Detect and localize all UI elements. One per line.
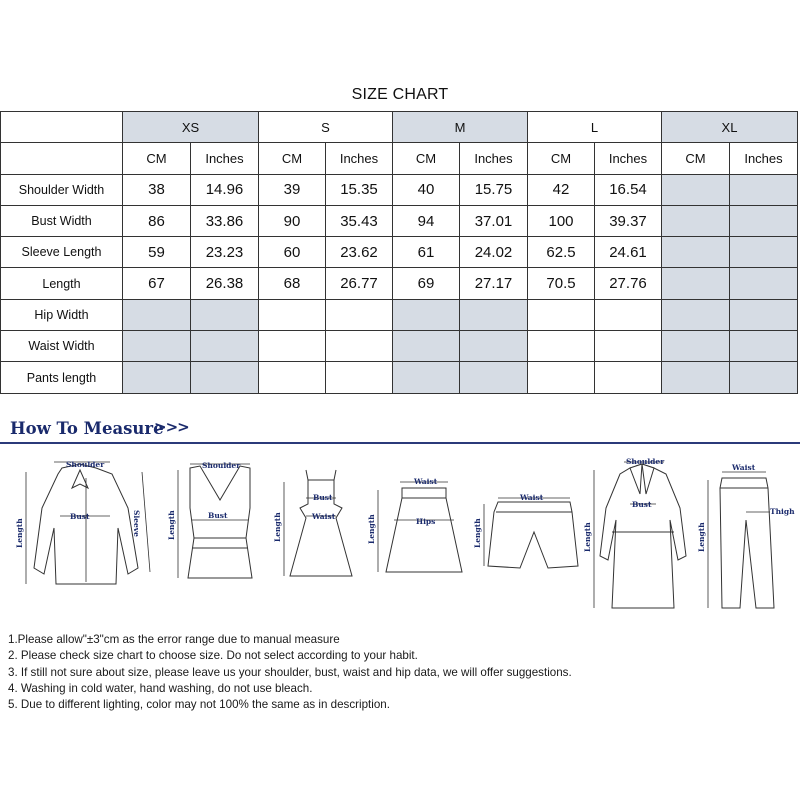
table-cell: 35.43 bbox=[326, 205, 393, 236]
corner-cell bbox=[1, 112, 123, 143]
table-cell: 16.54 bbox=[595, 174, 662, 205]
measure-illustrations bbox=[0, 448, 800, 620]
table-cell: 14.96 bbox=[191, 174, 259, 205]
table-cell bbox=[393, 362, 460, 393]
table-cell: 37.01 bbox=[460, 205, 528, 236]
table-cell bbox=[662, 237, 730, 268]
length-label: Length bbox=[273, 512, 282, 542]
unit-header: CM bbox=[259, 143, 326, 174]
table-row bbox=[1, 299, 798, 330]
row-label: Bust Width bbox=[1, 205, 123, 236]
table-cell bbox=[662, 331, 730, 362]
table-cell bbox=[730, 268, 798, 299]
table-cell: 27.17 bbox=[460, 268, 528, 299]
table-cell: 70.5 bbox=[528, 268, 595, 299]
table-cell bbox=[528, 362, 595, 393]
unit-header-row bbox=[1, 143, 798, 174]
table-cell bbox=[326, 362, 393, 393]
waist-label: Waist bbox=[732, 463, 756, 472]
table-cell bbox=[393, 331, 460, 362]
length-label: Length bbox=[367, 514, 376, 544]
row-label: Length bbox=[1, 268, 123, 299]
table-cell bbox=[730, 362, 798, 393]
size-header-s: S bbox=[259, 112, 393, 143]
table-cell bbox=[662, 174, 730, 205]
table-cell: 15.75 bbox=[460, 174, 528, 205]
size-chart-title: SIZE CHART bbox=[351, 86, 449, 103]
note-1: 1.Please allow"±3"cm as the error range due to manual measure bbox=[8, 633, 340, 646]
row-label: Shoulder Width bbox=[1, 174, 123, 205]
table-cell bbox=[191, 362, 259, 393]
table-cell bbox=[528, 331, 595, 362]
table-cell bbox=[730, 237, 798, 268]
length-label: Length bbox=[167, 510, 176, 540]
unit-header: Inches bbox=[595, 143, 662, 174]
table-cell: 60 bbox=[259, 237, 326, 268]
table-row bbox=[1, 237, 798, 268]
size-header-m: M bbox=[393, 112, 528, 143]
table-cell: 68 bbox=[259, 268, 326, 299]
table-cell: 59 bbox=[123, 237, 191, 268]
table-cell: 26.38 bbox=[191, 268, 259, 299]
table-cell bbox=[191, 331, 259, 362]
note-2: 2. Please check size chart to choose size. Do not select according to your habit. bbox=[8, 649, 418, 663]
unit-header: CM bbox=[393, 143, 460, 174]
table-cell bbox=[595, 331, 662, 362]
table-cell bbox=[730, 205, 798, 236]
table-cell bbox=[662, 362, 730, 393]
size-header-xs: XS bbox=[123, 112, 259, 143]
table-cell: 26.77 bbox=[326, 268, 393, 299]
row-label: Sleeve Length bbox=[1, 237, 123, 268]
thigh-label: Thigh bbox=[770, 507, 795, 516]
shoulder-label: Shoulder bbox=[66, 460, 105, 469]
table-row bbox=[1, 362, 798, 393]
table-cell: 61 bbox=[393, 237, 460, 268]
table-cell: 24.02 bbox=[460, 237, 528, 268]
row-label: Waist Width bbox=[1, 331, 123, 362]
corner-cell bbox=[1, 143, 123, 174]
blouse-illustration bbox=[15, 460, 150, 584]
table-cell: 23.23 bbox=[191, 237, 259, 268]
strap-dress-illustration bbox=[273, 470, 352, 576]
table-cell bbox=[460, 362, 528, 393]
waist-label: Waist bbox=[520, 493, 544, 502]
table-cell: 90 bbox=[259, 205, 326, 236]
table-cell bbox=[123, 362, 191, 393]
table-cell bbox=[730, 299, 798, 330]
note-4: 4. Washing in cold water, hand washing, do not use bleach. bbox=[8, 681, 313, 695]
unit-header: Inches bbox=[730, 143, 798, 174]
hips-label: Hips bbox=[416, 517, 436, 526]
table-cell bbox=[259, 331, 326, 362]
size-header-xl: XL bbox=[662, 112, 798, 143]
size-chart-table bbox=[0, 111, 798, 394]
section-divider bbox=[0, 442, 800, 444]
pants-illustration bbox=[697, 463, 795, 608]
row-label: Pants length bbox=[1, 362, 123, 393]
table-cell: 67 bbox=[123, 268, 191, 299]
bust-label: Bust bbox=[208, 511, 228, 520]
sleeve-label: Sleeve bbox=[132, 510, 141, 537]
table-cell bbox=[662, 205, 730, 236]
bust-label: Bust bbox=[632, 500, 652, 509]
unit-header: CM bbox=[123, 143, 191, 174]
row-label: Hip Width bbox=[1, 299, 123, 330]
arrows-icon: >>> bbox=[154, 418, 189, 436]
how-to-measure-heading: How To Measure bbox=[10, 419, 164, 438]
notes-list bbox=[8, 632, 798, 713]
table-cell bbox=[595, 299, 662, 330]
table-row bbox=[1, 205, 798, 236]
table-cell: 94 bbox=[393, 205, 460, 236]
table-row bbox=[1, 268, 798, 299]
table-cell bbox=[326, 331, 393, 362]
shoulder-label: Shoulder bbox=[626, 457, 665, 466]
table-cell: 62.5 bbox=[528, 237, 595, 268]
unit-header: Inches bbox=[326, 143, 393, 174]
table-cell: 24.61 bbox=[595, 237, 662, 268]
table-cell: 100 bbox=[528, 205, 595, 236]
skirt-illustration bbox=[367, 477, 462, 572]
table-cell bbox=[259, 362, 326, 393]
table-cell bbox=[730, 174, 798, 205]
table-cell bbox=[730, 331, 798, 362]
table-cell bbox=[259, 299, 326, 330]
table-cell: 39.37 bbox=[595, 205, 662, 236]
note-5: 5. Due to different lighting, color may not 100% the same as in description. bbox=[8, 698, 390, 712]
unit-header: Inches bbox=[191, 143, 259, 174]
table-row bbox=[1, 331, 798, 362]
table-cell: 42 bbox=[528, 174, 595, 205]
table-cell bbox=[460, 331, 528, 362]
tank-top-illustration bbox=[167, 461, 252, 578]
shorts-illustration bbox=[473, 493, 578, 568]
unit-header: CM bbox=[528, 143, 595, 174]
shoulder-label: Shoulder bbox=[202, 461, 241, 470]
table-cell bbox=[662, 268, 730, 299]
table-cell bbox=[326, 299, 393, 330]
table-cell bbox=[460, 299, 528, 330]
unit-header: CM bbox=[662, 143, 730, 174]
length-label: Length bbox=[15, 518, 24, 548]
table-cell: 40 bbox=[393, 174, 460, 205]
table-cell: 33.86 bbox=[191, 205, 259, 236]
bust-label: Bust bbox=[313, 493, 333, 502]
table-cell: 23.62 bbox=[326, 237, 393, 268]
waist-label: Waist bbox=[414, 477, 438, 486]
bust-label: Bust bbox=[70, 512, 90, 521]
table-cell bbox=[123, 331, 191, 362]
table-cell: 86 bbox=[123, 205, 191, 236]
table-cell bbox=[123, 299, 191, 330]
table-cell bbox=[191, 299, 259, 330]
length-label: Length bbox=[473, 518, 482, 548]
table-cell: 39 bbox=[259, 174, 326, 205]
size-header-row bbox=[1, 112, 798, 143]
table-cell: 15.35 bbox=[326, 174, 393, 205]
length-label: Length bbox=[583, 522, 592, 552]
table-cell bbox=[393, 299, 460, 330]
table-cell bbox=[528, 299, 595, 330]
table-cell: 38 bbox=[123, 174, 191, 205]
length-label: Length bbox=[697, 522, 706, 552]
table-cell bbox=[662, 299, 730, 330]
table-cell bbox=[595, 362, 662, 393]
coat-illustration bbox=[583, 457, 686, 608]
table-cell: 69 bbox=[393, 268, 460, 299]
unit-header: Inches bbox=[460, 143, 528, 174]
waist-label: Waist bbox=[312, 512, 336, 521]
table-cell: 27.76 bbox=[595, 268, 662, 299]
table-row bbox=[1, 174, 798, 205]
note-3: 3. If still not sure about size, please leave us your shoulder, bust, waist and hip data, we will offer suggestions. bbox=[8, 665, 572, 679]
size-header-l: L bbox=[528, 112, 662, 143]
